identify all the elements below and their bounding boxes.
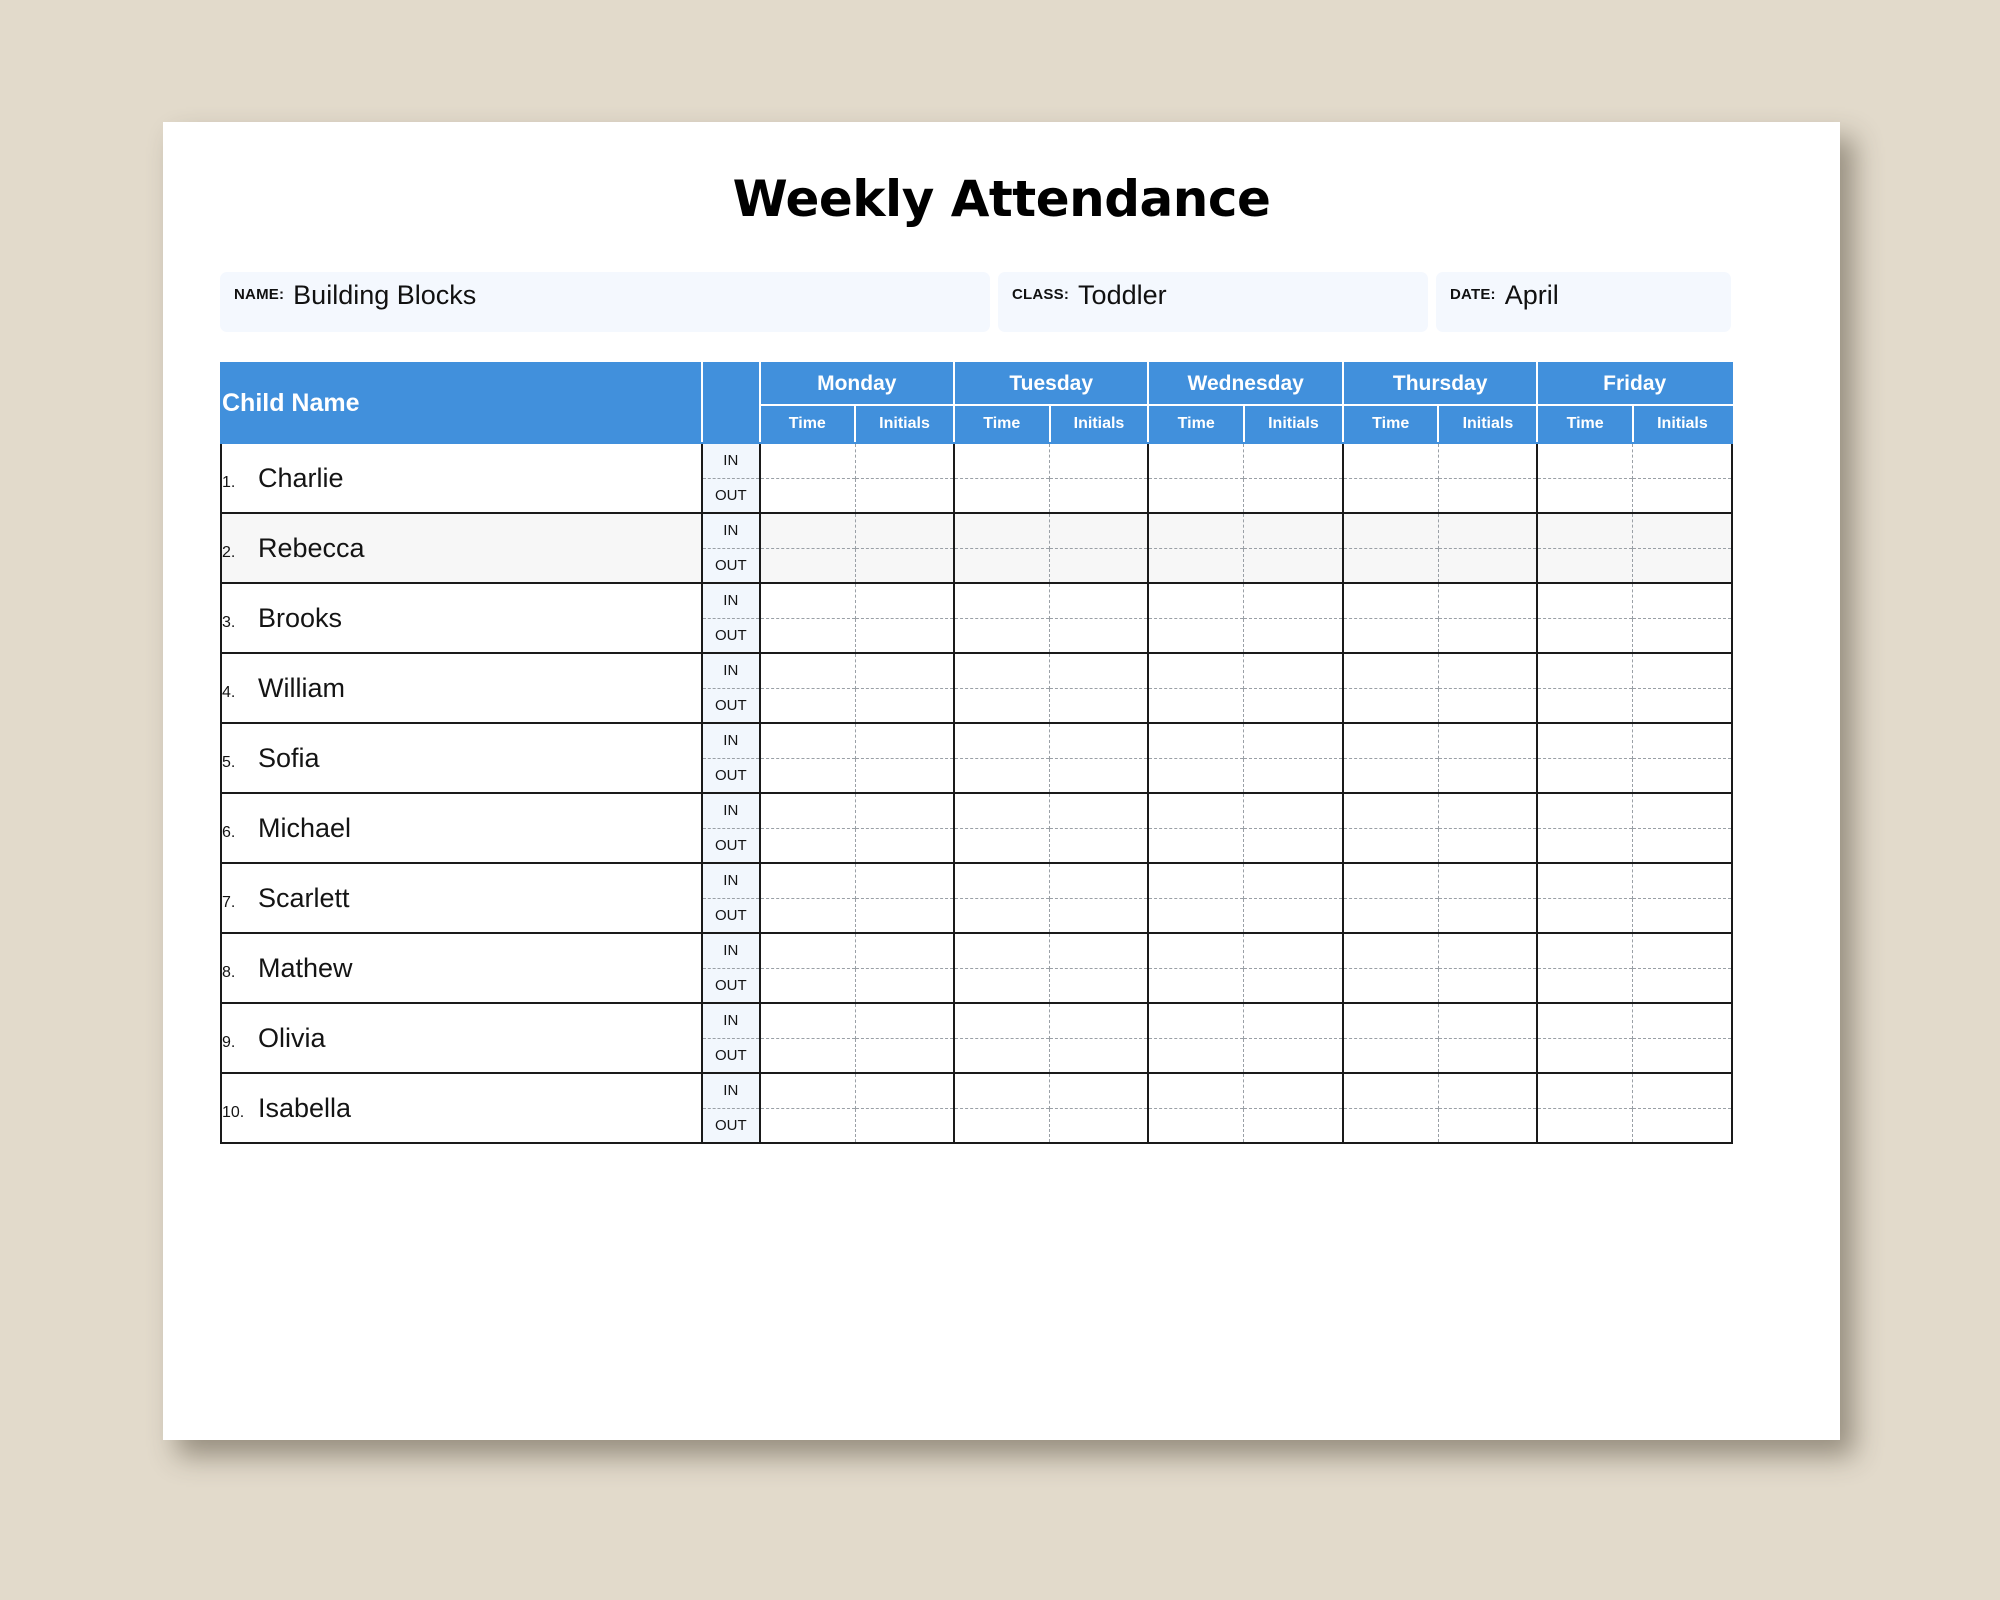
child-name-cell: [221, 863, 702, 933]
child-name-text: Charlie: [258, 462, 344, 493]
child-name-cell: [221, 583, 702, 653]
row-number: 9.: [222, 1033, 236, 1051]
child-name-cell: [221, 443, 702, 513]
entry-cell-thursday-time-in[interactable]: [1343, 793, 1439, 828]
entry-cell-friday-time-out[interactable]: [1537, 688, 1633, 723]
entry-cell-friday-initials-in[interactable]: [1633, 793, 1732, 828]
row-number: 5.: [222, 753, 236, 771]
entry-cell-wednesday-initials-in[interactable]: [1244, 1003, 1343, 1038]
entry-cell-friday-initials-in[interactable]: [1633, 653, 1732, 688]
entry-cell-tuesday-time-out[interactable]: [954, 618, 1050, 653]
entry-cell-thursday-initials-out[interactable]: [1438, 1038, 1537, 1073]
entry-cell-monday-time-in[interactable]: [760, 1003, 856, 1038]
table-row: [221, 653, 1732, 688]
entry-cell-thursday-initials-out[interactable]: [1438, 548, 1537, 583]
entry-cell-tuesday-initials-in[interactable]: [1050, 1003, 1149, 1038]
entry-cell-monday-initials-out[interactable]: [855, 1108, 954, 1143]
entry-cell-monday-initials-out[interactable]: [855, 828, 954, 863]
date-field[interactable]: [1436, 272, 1731, 332]
header-row-days: [221, 363, 1732, 405]
entry-cell-monday-time-out[interactable]: [760, 1038, 856, 1073]
out-label-cell: OUT: [702, 898, 760, 933]
subheader-friday-time: Time: [1537, 405, 1633, 443]
entry-cell-tuesday-time-out[interactable]: [954, 898, 1050, 933]
entry-cell-wednesday-initials-out[interactable]: [1244, 548, 1343, 583]
entry-cell-tuesday-initials-in[interactable]: [1050, 583, 1149, 618]
entry-cell-tuesday-time-out[interactable]: [954, 828, 1050, 863]
table-row: [221, 513, 1732, 548]
entry-cell-wednesday-initials-in[interactable]: [1244, 1073, 1343, 1108]
entry-cell-monday-initials-in[interactable]: [855, 653, 954, 688]
entry-cell-thursday-time-in[interactable]: [1343, 863, 1439, 898]
entry-cell-tuesday-time-in[interactable]: [954, 443, 1050, 478]
entry-cell-thursday-initials-in[interactable]: [1438, 1003, 1537, 1038]
entry-cell-monday-initials-in[interactable]: [855, 793, 954, 828]
subheader-friday-initials: Initials: [1633, 405, 1732, 443]
subheader-wednesday-time: Time: [1148, 405, 1244, 443]
table-body: [221, 443, 1732, 1143]
entry-cell-tuesday-time-out[interactable]: [954, 1108, 1050, 1143]
column-header-child-name: Child Name: [221, 363, 702, 443]
in-label-cell: IN: [702, 653, 760, 688]
entry-cell-wednesday-time-in[interactable]: [1148, 653, 1244, 688]
entry-cell-friday-initials-out[interactable]: [1633, 478, 1732, 513]
subheader-monday-initials: Initials: [855, 405, 954, 443]
entry-cell-monday-initials-in[interactable]: [855, 513, 954, 548]
entry-cell-wednesday-time-in[interactable]: [1148, 583, 1244, 618]
in-label-cell: IN: [702, 793, 760, 828]
entry-cell-thursday-initials-out[interactable]: [1438, 688, 1537, 723]
in-label-cell: IN: [702, 583, 760, 618]
entry-cell-wednesday-time-in[interactable]: [1148, 513, 1244, 548]
table-row: [221, 863, 1732, 898]
entry-cell-monday-time-out[interactable]: [760, 968, 856, 1003]
entry-cell-thursday-time-in[interactable]: [1343, 1073, 1439, 1108]
entry-cell-tuesday-time-in[interactable]: [954, 583, 1050, 618]
entry-cell-tuesday-initials-in[interactable]: [1050, 1073, 1149, 1108]
entry-cell-thursday-time-out[interactable]: [1343, 478, 1439, 513]
entry-cell-thursday-time-out[interactable]: [1343, 1108, 1439, 1143]
entry-cell-friday-initials-out[interactable]: [1633, 828, 1732, 863]
child-name-text: Scarlett: [258, 882, 350, 913]
entry-cell-wednesday-time-in[interactable]: [1148, 1003, 1244, 1038]
column-header-monday: Monday: [760, 363, 954, 405]
entry-cell-thursday-initials-in[interactable]: [1438, 583, 1537, 618]
entry-cell-thursday-time-out[interactable]: [1343, 968, 1439, 1003]
entry-cell-friday-initials-out[interactable]: [1633, 1108, 1732, 1143]
entry-cell-wednesday-time-in[interactable]: [1148, 793, 1244, 828]
entry-cell-monday-initials-in[interactable]: [855, 1073, 954, 1108]
entry-cell-friday-time-out[interactable]: [1537, 758, 1633, 793]
entry-cell-monday-time-in[interactable]: [760, 583, 856, 618]
table-header: [221, 363, 1732, 443]
entry-cell-friday-time-in[interactable]: [1537, 443, 1633, 478]
entry-cell-wednesday-time-out[interactable]: [1148, 548, 1244, 583]
entry-cell-friday-initials-in[interactable]: [1633, 513, 1732, 548]
child-name-text: Brooks: [258, 602, 343, 633]
entry-cell-friday-time-out[interactable]: [1537, 1108, 1633, 1143]
entry-cell-monday-time-out[interactable]: [760, 688, 856, 723]
entry-cell-wednesday-initials-in[interactable]: [1244, 443, 1343, 478]
entry-cell-tuesday-initials-out[interactable]: [1050, 1038, 1149, 1073]
entry-cell-friday-time-in[interactable]: [1537, 933, 1633, 968]
entry-cell-tuesday-time-in[interactable]: [954, 863, 1050, 898]
entry-cell-tuesday-initials-out[interactable]: [1050, 758, 1149, 793]
in-label-cell: IN: [702, 1073, 760, 1108]
table-row: [221, 793, 1732, 828]
entry-cell-wednesday-initials-out[interactable]: [1244, 898, 1343, 933]
entry-cell-friday-time-out[interactable]: [1537, 478, 1633, 513]
entry-cell-tuesday-time-in[interactable]: [954, 653, 1050, 688]
entry-cell-wednesday-time-out[interactable]: [1148, 758, 1244, 793]
child-name-text: William: [258, 672, 345, 703]
row-number: 7.: [222, 893, 236, 911]
entry-cell-tuesday-initials-in[interactable]: [1050, 723, 1149, 758]
entry-cell-thursday-time-out[interactable]: [1343, 688, 1439, 723]
child-name-cell: [221, 653, 702, 723]
entry-cell-thursday-time-in[interactable]: [1343, 933, 1439, 968]
entry-cell-wednesday-initials-in[interactable]: [1244, 793, 1343, 828]
subheader-thursday-initials: Initials: [1438, 405, 1537, 443]
entry-cell-wednesday-time-out[interactable]: [1148, 1038, 1244, 1073]
entry-cell-tuesday-time-in[interactable]: [954, 1073, 1050, 1108]
entry-cell-friday-time-out[interactable]: [1537, 548, 1633, 583]
entry-cell-monday-time-out[interactable]: [760, 618, 856, 653]
in-label-cell: IN: [702, 863, 760, 898]
entry-cell-monday-time-in[interactable]: [760, 443, 856, 478]
entry-cell-thursday-initials-in[interactable]: [1438, 723, 1537, 758]
entry-cell-wednesday-initials-out[interactable]: [1244, 688, 1343, 723]
entry-cell-friday-time-out[interactable]: [1537, 618, 1633, 653]
entry-cell-friday-time-out[interactable]: [1537, 1038, 1633, 1073]
entry-cell-friday-initials-out[interactable]: [1633, 968, 1732, 1003]
entry-cell-monday-initials-out[interactable]: [855, 1038, 954, 1073]
child-name-cell: [221, 723, 702, 793]
entry-cell-tuesday-time-out[interactable]: [954, 688, 1050, 723]
entry-cell-monday-initials-out[interactable]: [855, 968, 954, 1003]
entry-cell-monday-initials-in[interactable]: [855, 1003, 954, 1038]
entry-cell-wednesday-time-in[interactable]: [1148, 723, 1244, 758]
subheader-monday-time: Time: [760, 405, 856, 443]
row-number: 4.: [222, 683, 236, 701]
subheader-tuesday-initials: Initials: [1050, 405, 1149, 443]
entry-cell-monday-initials-out[interactable]: [855, 688, 954, 723]
entry-cell-friday-time-out[interactable]: [1537, 828, 1633, 863]
entry-cell-friday-initials-in[interactable]: [1633, 933, 1732, 968]
entry-cell-monday-time-in[interactable]: [760, 1073, 856, 1108]
entry-cell-tuesday-time-in[interactable]: [954, 513, 1050, 548]
entry-cell-thursday-time-in[interactable]: [1343, 653, 1439, 688]
entry-cell-friday-initials-out[interactable]: [1633, 548, 1732, 583]
entry-cell-thursday-initials-out[interactable]: [1438, 478, 1537, 513]
entry-cell-wednesday-time-out[interactable]: [1148, 1108, 1244, 1143]
entry-cell-thursday-time-out[interactable]: [1343, 758, 1439, 793]
entry-cell-wednesday-time-out[interactable]: [1148, 898, 1244, 933]
class-field[interactable]: [998, 272, 1428, 332]
entry-cell-monday-time-in[interactable]: [760, 723, 856, 758]
row-number: 3.: [222, 613, 236, 631]
entry-cell-monday-initials-in[interactable]: [855, 443, 954, 478]
child-name-text: Olivia: [258, 1022, 326, 1053]
name-field-label: NAME:: [234, 286, 285, 303]
entry-cell-wednesday-time-in[interactable]: [1148, 933, 1244, 968]
child-name-cell: [221, 933, 702, 1003]
entry-cell-monday-initials-out[interactable]: [855, 478, 954, 513]
entry-cell-wednesday-initials-out[interactable]: [1244, 1038, 1343, 1073]
entry-cell-friday-initials-in[interactable]: [1633, 863, 1732, 898]
entry-cell-wednesday-initials-in[interactable]: [1244, 723, 1343, 758]
out-label-cell: OUT: [702, 758, 760, 793]
column-header-inout-blank: [702, 363, 760, 443]
entry-cell-wednesday-time-out[interactable]: [1148, 618, 1244, 653]
row-number: 10.: [222, 1103, 245, 1121]
entry-cell-thursday-time-out[interactable]: [1343, 548, 1439, 583]
out-label-cell: OUT: [702, 1038, 760, 1073]
entry-cell-monday-initials-out[interactable]: [855, 618, 954, 653]
entry-cell-monday-time-out[interactable]: [760, 548, 856, 583]
entry-cell-thursday-initials-out[interactable]: [1438, 1108, 1537, 1143]
row-number: 6.: [222, 823, 236, 841]
entry-cell-tuesday-time-in[interactable]: [954, 1003, 1050, 1038]
entry-cell-monday-time-out[interactable]: [760, 898, 856, 933]
entry-cell-friday-initials-in[interactable]: [1633, 1073, 1732, 1108]
column-header-tuesday: Tuesday: [954, 363, 1148, 405]
entry-cell-thursday-initials-in[interactable]: [1438, 443, 1537, 478]
entry-cell-thursday-initials-out[interactable]: [1438, 618, 1537, 653]
out-label-cell: OUT: [702, 688, 760, 723]
in-label-cell: IN: [702, 513, 760, 548]
table-row: [221, 933, 1732, 968]
entry-cell-monday-time-out[interactable]: [760, 828, 856, 863]
entry-cell-monday-initials-in[interactable]: [855, 933, 954, 968]
entry-cell-wednesday-initials-out[interactable]: [1244, 828, 1343, 863]
date-field-label: DATE:: [1450, 286, 1496, 303]
entry-cell-friday-initials-out[interactable]: [1633, 1038, 1732, 1073]
entry-cell-monday-time-in[interactable]: [760, 653, 856, 688]
out-label-cell: OUT: [702, 968, 760, 1003]
entry-cell-friday-initials-in[interactable]: [1633, 583, 1732, 618]
meta-fields-row: [220, 272, 1733, 332]
in-label-cell: IN: [702, 1003, 760, 1038]
entry-cell-friday-initials-out[interactable]: [1633, 688, 1732, 723]
entry-cell-friday-initials-in[interactable]: [1633, 723, 1732, 758]
child-name-text: Sofia: [258, 742, 320, 773]
entry-cell-thursday-time-in[interactable]: [1343, 513, 1439, 548]
out-label-cell: OUT: [702, 1108, 760, 1143]
entry-cell-thursday-initials-in[interactable]: [1438, 513, 1537, 548]
table-row: [221, 1003, 1732, 1038]
row-number: 8.: [222, 963, 236, 981]
child-name-text: Isabella: [258, 1092, 352, 1123]
entry-cell-thursday-initials-in[interactable]: [1438, 933, 1537, 968]
entry-cell-monday-initials-out[interactable]: [855, 898, 954, 933]
entry-cell-friday-time-in[interactable]: [1537, 513, 1633, 548]
entry-cell-wednesday-time-out[interactable]: [1148, 968, 1244, 1003]
entry-cell-thursday-initials-out[interactable]: [1438, 968, 1537, 1003]
entry-cell-tuesday-initials-in[interactable]: [1050, 443, 1149, 478]
column-header-thursday: Thursday: [1343, 363, 1537, 405]
entry-cell-wednesday-initials-in[interactable]: [1244, 863, 1343, 898]
entry-cell-wednesday-initials-in[interactable]: [1244, 513, 1343, 548]
entry-cell-thursday-time-out[interactable]: [1343, 1038, 1439, 1073]
entry-cell-tuesday-initials-in[interactable]: [1050, 933, 1149, 968]
entry-cell-friday-time-in[interactable]: [1537, 1003, 1633, 1038]
entry-cell-friday-initials-in[interactable]: [1633, 1003, 1732, 1038]
entry-cell-tuesday-initials-out[interactable]: [1050, 618, 1149, 653]
entry-cell-wednesday-initials-out[interactable]: [1244, 758, 1343, 793]
entry-cell-friday-initials-out[interactable]: [1633, 758, 1732, 793]
table-row: [221, 1073, 1732, 1108]
in-label-cell: IN: [702, 933, 760, 968]
entry-cell-monday-time-out[interactable]: [760, 1108, 856, 1143]
entry-cell-friday-initials-out[interactable]: [1633, 898, 1732, 933]
entry-cell-friday-time-in[interactable]: [1537, 793, 1633, 828]
entry-cell-monday-time-out[interactable]: [760, 758, 856, 793]
column-header-friday: Friday: [1537, 363, 1732, 405]
entry-cell-thursday-initials-in[interactable]: [1438, 653, 1537, 688]
entry-cell-tuesday-initials-out[interactable]: [1050, 548, 1149, 583]
entry-cell-thursday-initials-in[interactable]: [1438, 793, 1537, 828]
entry-cell-tuesday-time-in[interactable]: [954, 723, 1050, 758]
entry-cell-tuesday-initials-out[interactable]: [1050, 1108, 1149, 1143]
entry-cell-friday-time-in[interactable]: [1537, 1073, 1633, 1108]
entry-cell-thursday-initials-out[interactable]: [1438, 828, 1537, 863]
entry-cell-monday-initials-in[interactable]: [855, 583, 954, 618]
entry-cell-wednesday-time-out[interactable]: [1148, 828, 1244, 863]
entry-cell-tuesday-initials-out[interactable]: [1050, 968, 1149, 1003]
entry-cell-monday-initials-in[interactable]: [855, 723, 954, 758]
child-name-cell: [221, 1073, 702, 1143]
entry-cell-wednesday-initials-in[interactable]: [1244, 653, 1343, 688]
child-name-cell: [221, 1003, 702, 1073]
entry-cell-tuesday-initials-in[interactable]: [1050, 793, 1149, 828]
date-field-value: April: [1504, 280, 1559, 310]
entry-cell-tuesday-time-in[interactable]: [954, 793, 1050, 828]
entry-cell-thursday-time-in[interactable]: [1343, 443, 1439, 478]
out-label-cell: OUT: [702, 548, 760, 583]
out-label-cell: OUT: [702, 478, 760, 513]
entry-cell-wednesday-initials-out[interactable]: [1244, 968, 1343, 1003]
entry-cell-wednesday-time-out[interactable]: [1148, 478, 1244, 513]
entry-cell-thursday-initials-out[interactable]: [1438, 758, 1537, 793]
entry-cell-tuesday-time-out[interactable]: [954, 548, 1050, 583]
entry-cell-monday-time-in[interactable]: [760, 793, 856, 828]
entry-cell-monday-initials-out[interactable]: [855, 548, 954, 583]
subheader-wednesday-initials: Initials: [1244, 405, 1343, 443]
attendance-table: [220, 362, 1733, 1144]
entry-cell-thursday-time-out[interactable]: [1343, 828, 1439, 863]
entry-cell-wednesday-initials-out[interactable]: [1244, 1108, 1343, 1143]
child-name-cell: [221, 513, 702, 583]
entry-cell-monday-time-out[interactable]: [760, 478, 856, 513]
entry-cell-wednesday-initials-out[interactable]: [1244, 478, 1343, 513]
child-name-text: Michael: [258, 812, 352, 843]
entry-cell-tuesday-time-out[interactable]: [954, 478, 1050, 513]
entry-cell-wednesday-time-out[interactable]: [1148, 688, 1244, 723]
entry-cell-friday-initials-in[interactable]: [1633, 443, 1732, 478]
entry-cell-friday-time-out[interactable]: [1537, 968, 1633, 1003]
subheader-thursday-time: Time: [1343, 405, 1439, 443]
row-number: 2.: [222, 543, 236, 561]
entry-cell-tuesday-initials-out[interactable]: [1050, 898, 1149, 933]
entry-cell-tuesday-time-in[interactable]: [954, 933, 1050, 968]
entry-cell-thursday-time-out[interactable]: [1343, 618, 1439, 653]
entry-cell-wednesday-time-in[interactable]: [1148, 863, 1244, 898]
entry-cell-wednesday-time-in[interactable]: [1148, 443, 1244, 478]
entry-cell-wednesday-initials-in[interactable]: [1244, 933, 1343, 968]
class-field-value: Toddler: [1078, 280, 1167, 310]
entry-cell-friday-time-in[interactable]: [1537, 653, 1633, 688]
subheader-tuesday-time: Time: [954, 405, 1050, 443]
name-field[interactable]: [220, 272, 990, 332]
attendance-sheet: [163, 122, 1840, 1440]
entry-cell-tuesday-initials-out[interactable]: [1050, 828, 1149, 863]
entry-cell-wednesday-initials-out[interactable]: [1244, 618, 1343, 653]
entry-cell-friday-time-in[interactable]: [1537, 583, 1633, 618]
entry-cell-monday-initials-in[interactable]: [855, 863, 954, 898]
entry-cell-tuesday-initials-in[interactable]: [1050, 863, 1149, 898]
entry-cell-thursday-initials-in[interactable]: [1438, 1073, 1537, 1108]
row-number: 1.: [222, 473, 236, 491]
entry-cell-tuesday-time-out[interactable]: [954, 968, 1050, 1003]
entry-cell-tuesday-initials-in[interactable]: [1050, 653, 1149, 688]
entry-cell-thursday-initials-in[interactable]: [1438, 863, 1537, 898]
entry-cell-thursday-time-in[interactable]: [1343, 1003, 1439, 1038]
entry-cell-tuesday-initials-out[interactable]: [1050, 688, 1149, 723]
table-row: [221, 583, 1732, 618]
entry-cell-monday-time-in[interactable]: [760, 863, 856, 898]
entry-cell-thursday-time-in[interactable]: [1343, 723, 1439, 758]
column-header-wednesday: Wednesday: [1148, 363, 1342, 405]
entry-cell-tuesday-initials-in[interactable]: [1050, 513, 1149, 548]
entry-cell-friday-initials-out[interactable]: [1633, 618, 1732, 653]
out-label-cell: OUT: [702, 828, 760, 863]
entry-cell-friday-time-in[interactable]: [1537, 723, 1633, 758]
entry-cell-monday-initials-out[interactable]: [855, 758, 954, 793]
entry-cell-friday-time-out[interactable]: [1537, 898, 1633, 933]
entry-cell-tuesday-time-out[interactable]: [954, 758, 1050, 793]
name-field-value: Building Blocks: [293, 280, 477, 310]
table-row: [221, 443, 1732, 478]
in-label-cell: IN: [702, 723, 760, 758]
child-name-cell: [221, 793, 702, 863]
entry-cell-tuesday-time-out[interactable]: [954, 1038, 1050, 1073]
child-name-text: Mathew: [258, 952, 353, 983]
in-label-cell: IN: [702, 443, 760, 478]
entry-cell-thursday-time-out[interactable]: [1343, 898, 1439, 933]
entry-cell-thursday-time-in[interactable]: [1343, 583, 1439, 618]
entry-cell-monday-time-in[interactable]: [760, 933, 856, 968]
entry-cell-wednesday-initials-in[interactable]: [1244, 583, 1343, 618]
entry-cell-thursday-initials-out[interactable]: [1438, 898, 1537, 933]
class-field-label: CLASS:: [1012, 286, 1070, 303]
table-row: [221, 723, 1732, 758]
page-title: Weekly Attendance: [732, 170, 1271, 228]
entry-cell-friday-time-in[interactable]: [1537, 863, 1633, 898]
child-name-text: Rebecca: [258, 532, 365, 563]
entry-cell-tuesday-initials-out[interactable]: [1050, 478, 1149, 513]
entry-cell-monday-time-in[interactable]: [760, 513, 856, 548]
out-label-cell: OUT: [702, 618, 760, 653]
entry-cell-wednesday-time-in[interactable]: [1148, 1073, 1244, 1108]
